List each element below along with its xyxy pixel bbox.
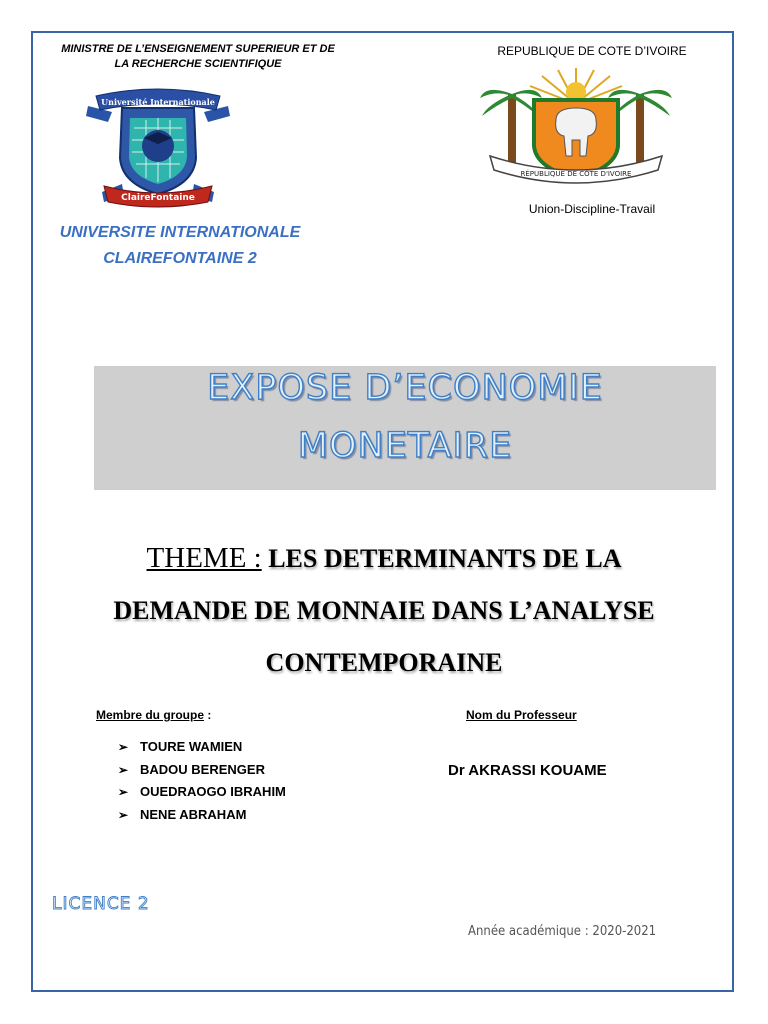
- arrow-bullet-icon: ➢: [118, 785, 129, 799]
- theme-line-3: CONTEMPORAINE: [265, 648, 503, 677]
- title-banner: [94, 366, 716, 490]
- list-item: ➢ TOURE WAMIEN: [118, 736, 286, 759]
- republic-name: REPUBLIQUE DE COTE D’IVOIRE: [497, 44, 687, 58]
- members-heading: Membre du groupe :: [96, 708, 212, 722]
- arrow-bullet-icon: ➢: [118, 762, 129, 777]
- theme-label: THEME :: [146, 542, 262, 574]
- list-item: ➢ BADOU BERENGER: [118, 759, 286, 782]
- national-motto: Union-Discipline-Travail: [528, 202, 656, 216]
- theme-block: [60, 532, 708, 689]
- list-item: ➢ NENE ABRAHAM: [118, 804, 286, 827]
- svg-text:RÉPUBLIQUE DE CÔTE D'IVOIRE: RÉPUBLIQUE DE CÔTE D'IVOIRE: [520, 170, 632, 178]
- coat-of-arms-emblem: [478, 64, 674, 194]
- svg-text:ClaireFontaine: ClaireFontaine: [121, 193, 195, 203]
- theme-line-1: THEME : LES DETERMINANTS DE LA: [146, 542, 622, 574]
- arrow-bullet-icon: ➢: [118, 807, 129, 822]
- list-item: ➢ OUEDRAOGO IBRAHIM: [118, 781, 286, 804]
- ministry-heading: MINISTRE DE L’ENSEIGNEMENT SUPERIEUR ET DE LA RECHERCHE SCIENTIFIQUE: [61, 43, 335, 70]
- members-list: [118, 736, 286, 826]
- svg-text:Université Internationale: Université Internationale: [101, 97, 215, 107]
- arrow-bullet-icon: ➢: [118, 740, 129, 754]
- university-logo: [82, 88, 234, 212]
- academic-year: Année académique : 2020-2021: [468, 924, 657, 939]
- university-name: UNIVERSITE INTERNATIONALE CLAIREFONTAINE 2: [59, 224, 301, 267]
- theme-line-2: DEMANDE DE MONNAIE DANS L’ANALYSE: [113, 596, 655, 625]
- professor-heading: Nom du Professeur: [466, 708, 577, 722]
- title-line-1: EXPOSE D’ECONOMIE: [207, 368, 603, 408]
- professor-name: Dr AKRASSI KOUAME: [448, 762, 607, 779]
- title-line-2: MONETAIRE: [297, 426, 513, 466]
- licence-level: LICENCE 2: [52, 894, 150, 914]
